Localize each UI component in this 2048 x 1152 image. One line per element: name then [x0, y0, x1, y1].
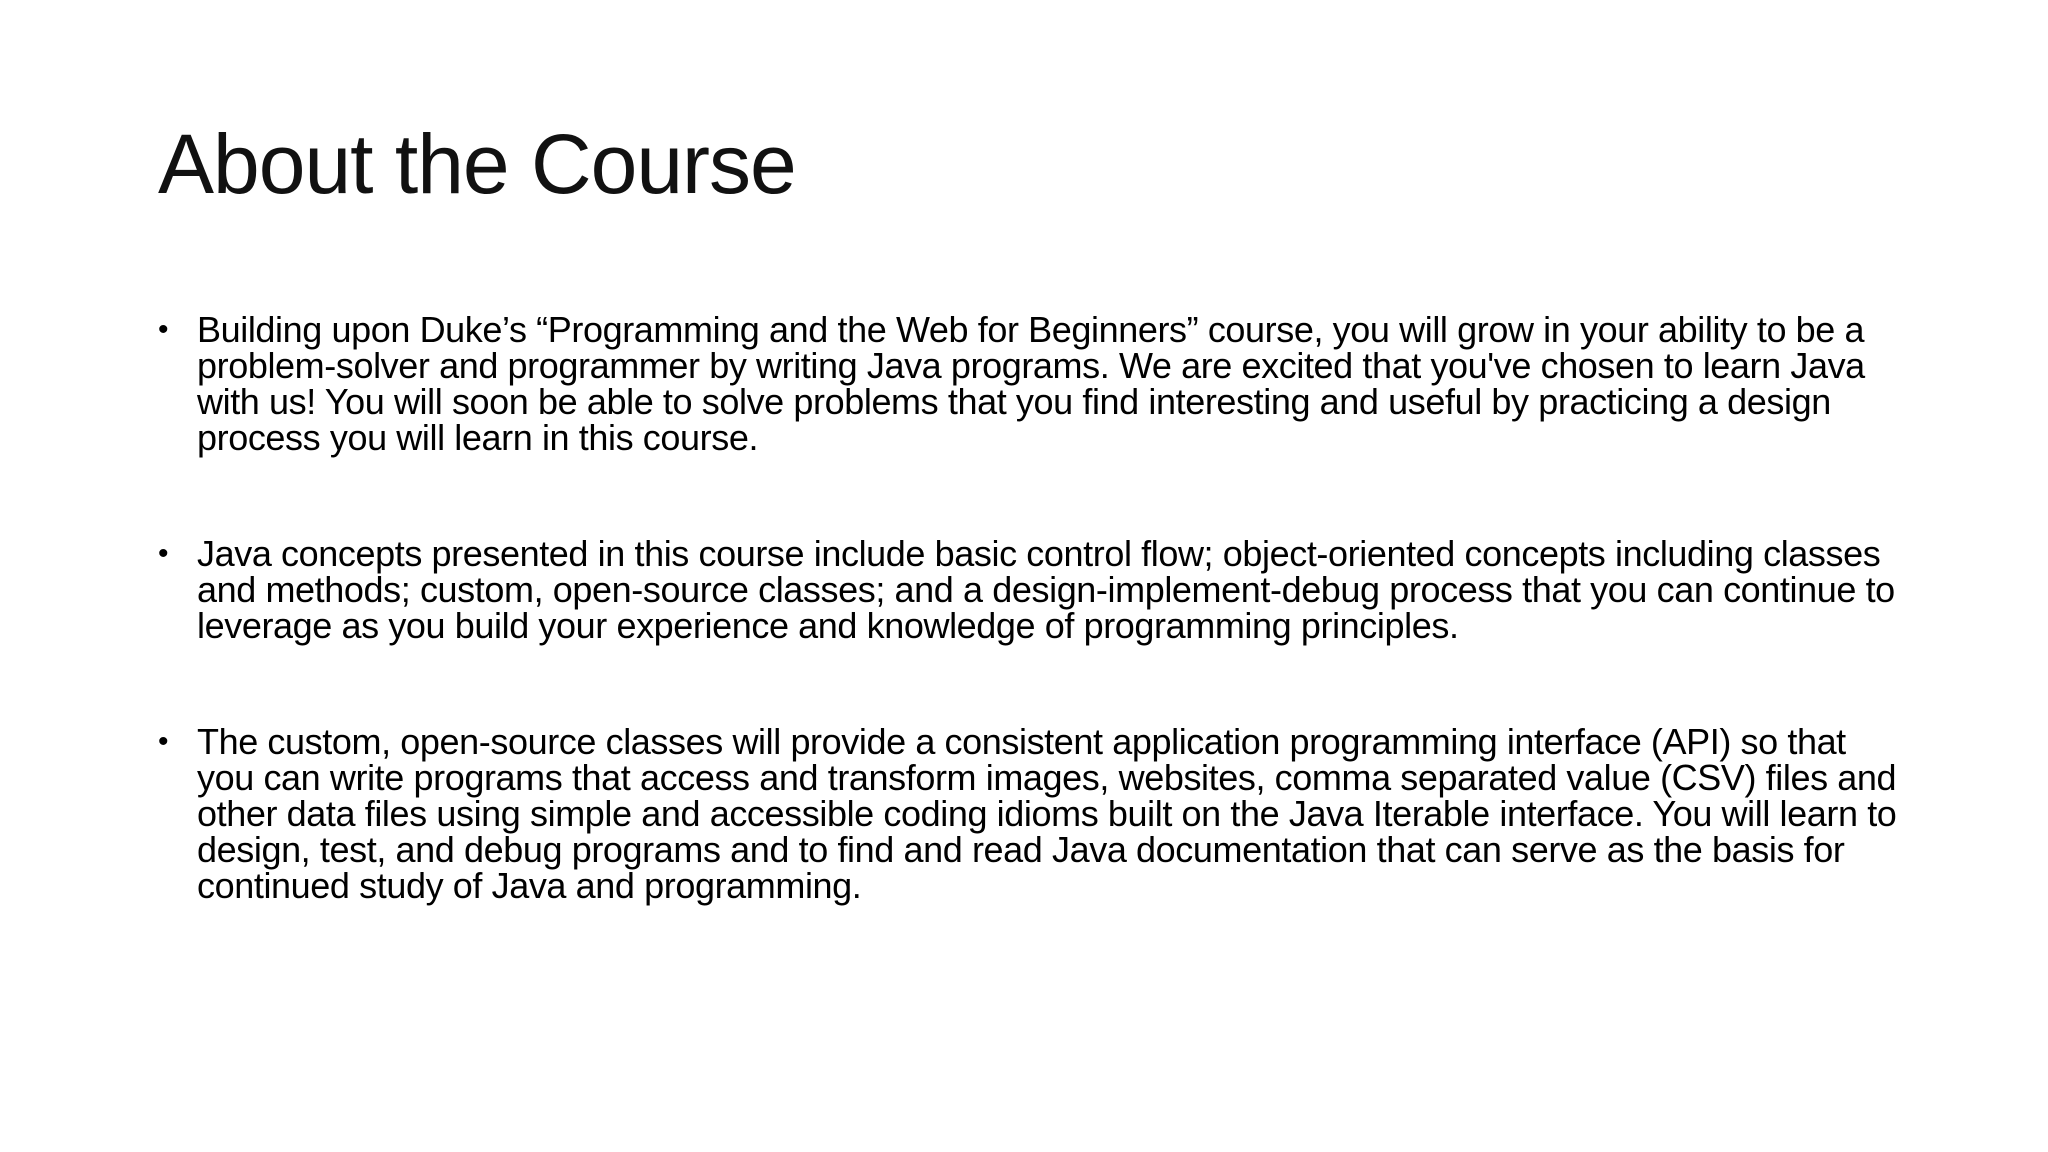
bullet-text: Building upon Duke’s “Programming and the Web for Beginners” course, you will grow in your ability to be a problem-solver and programmer by writing Java programs. We are excited that you've chosen to learn Java with us! You will soon be able to solve problems that you find interesting and useful by practicing a design process you will learn in this course. [197, 309, 1865, 458]
bullet-item-1 [150, 309, 1910, 458]
bullet-item-3 [150, 721, 1910, 906]
bullet-icon: • [158, 313, 169, 346]
bullet-icon: • [158, 537, 169, 570]
bullet-text: Java concepts presented in this course include basic control flow; object-oriented concepts including classes and methods; custom, open-source classes; and a design-implement-debug process that you can continue to leverage as you build your experience and knowledge of programming principles. [197, 533, 1895, 646]
bullet-item-2 [150, 533, 1910, 646]
slide-title: About the Course [158, 117, 796, 211]
bullet-icon: • [158, 725, 169, 758]
bullet-list [150, 309, 1910, 906]
bullet-text: The custom, open-source classes will provide a consistent application programming interface (API) so that you can write programs that access and transform images, websites, comma separated value (CSV) files and other data files using simple and accessible coding idioms built on the Java Iterable interface. You will learn to design, test, and debug programs and to find and read Java documentation that can serve as the basis for continued study of Java and programming. [197, 721, 1897, 906]
